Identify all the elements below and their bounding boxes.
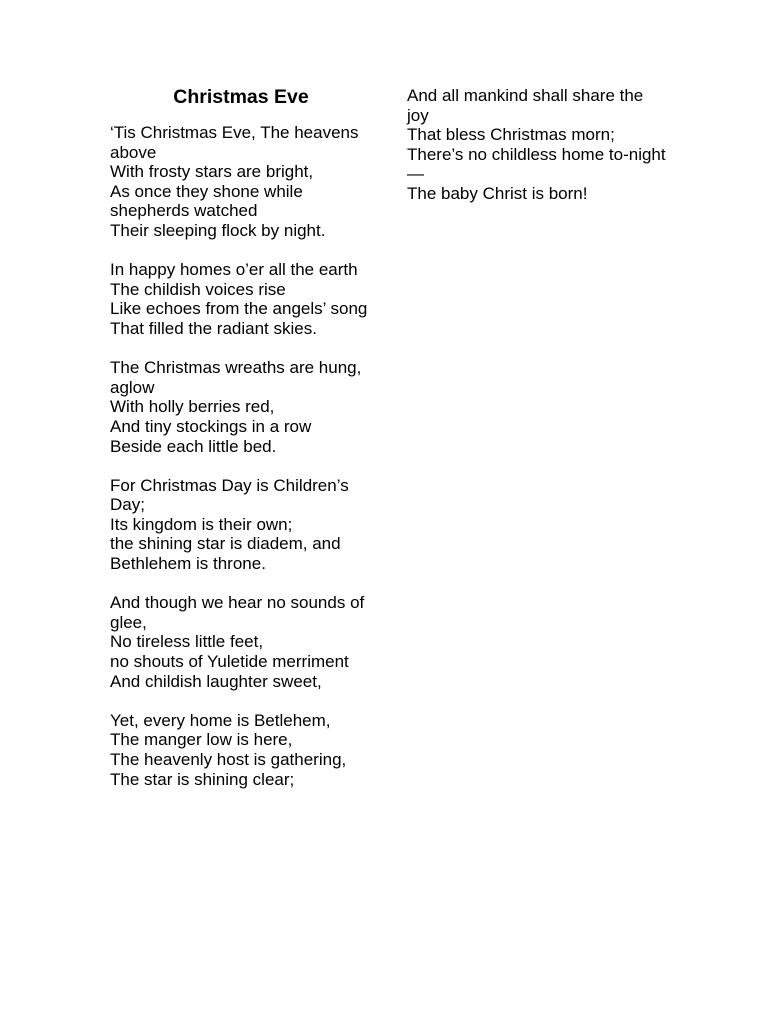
left-column (110, 85, 372, 809)
poem-line: That filled the radiant skies. (110, 318, 317, 338)
stanza-1 (110, 123, 372, 241)
poem-line: In happy homes o’er all the earth (110, 260, 358, 280)
stanza-4 (110, 476, 372, 574)
poem-line: And though we hear no sounds of glee, (110, 593, 365, 632)
poem-line: no shouts of Yuletide merriment (110, 652, 349, 672)
poem-line: And tiny stockings in a row (110, 416, 312, 436)
poem-line: Their sleeping flock by night. (110, 220, 326, 240)
poem-line: The baby Christ is born! (407, 183, 588, 203)
stanza-2 (110, 260, 372, 338)
poem-line: The manger low is here, (110, 730, 293, 750)
stanza-6 (110, 711, 372, 789)
poem-line: The childish voices rise (110, 279, 286, 299)
poem-line: The star is shining clear; (110, 769, 295, 789)
poem-line: Bethlehem is throne. (110, 554, 266, 574)
poem-line: That bless Christmas morn; (407, 125, 615, 145)
poem-line: Like echoes from the angels’ song (110, 299, 368, 319)
poem-line: ‘Tis Christmas Eve, The heavens above (110, 123, 359, 162)
right-column (407, 85, 669, 223)
poem-line: And all mankind shall share the joy (407, 86, 644, 125)
stanza-3 (110, 358, 372, 456)
stanza-5 (110, 593, 372, 691)
poem-line: As once they shone while shepherds watched (110, 181, 303, 221)
poem-line: Yet, every home is Betlehem, (110, 710, 331, 730)
poem-line: Beside each little bed. (110, 436, 277, 456)
poem-line: And childish laughter sweet, (110, 671, 322, 691)
poem-line: No tireless little feet, (110, 632, 264, 652)
poem-title: Christmas Eve (173, 86, 309, 108)
poem-line: With holly berries red, (110, 397, 275, 417)
poem-line: The heavenly host is gathering, (110, 750, 347, 769)
poem-line: With frosty stars are bright, (110, 162, 314, 182)
poem-line: There’s no childless home to-night— (407, 144, 666, 184)
poem-line: For Christmas Day is Children’s Day; (110, 475, 349, 515)
stanza-7 (407, 85, 669, 204)
poem-line: The Christmas wreaths are hung, aglow (110, 358, 362, 397)
poem-line: the shining star is diadem, and (110, 534, 341, 554)
poem-line: Its kingdom is their own; (110, 514, 293, 534)
